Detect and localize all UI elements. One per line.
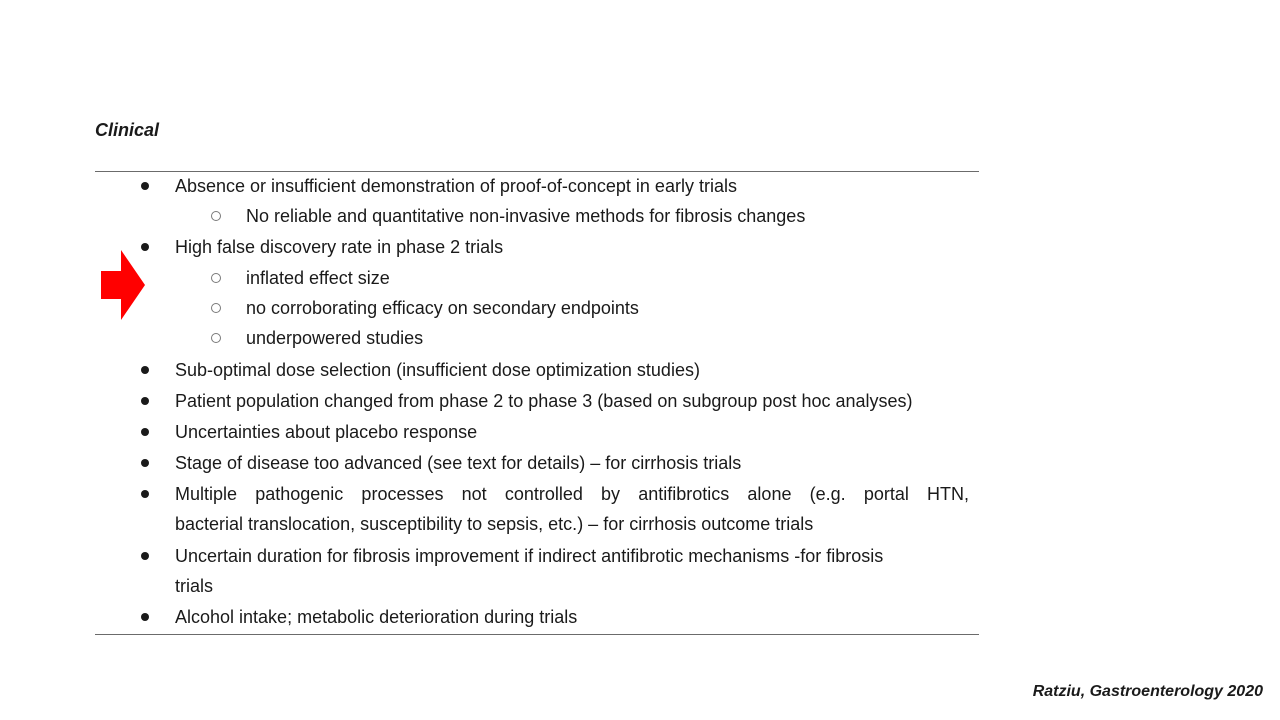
list-item-text: no corroborating efficacy on secondary endpoints: [246, 298, 639, 318]
list-item: [246, 263, 390, 293]
hollow-bullet-icon: [211, 263, 221, 293]
list-item-text-continued: bacterial translocation, susceptibility to sepsis, etc.) – for cirrhosis outcome trials: [175, 514, 814, 534]
list-item-text-continued: trials: [175, 576, 214, 596]
list-item-text: High false discovery rate in phase 2 trials: [175, 237, 504, 257]
bullet-icon: [141, 171, 150, 201]
right-arrow-icon: [101, 250, 145, 320]
section-title: Clinical: [95, 120, 160, 140]
list-item: [175, 541, 883, 601]
list-item: [175, 386, 913, 416]
hollow-bullet-icon: [211, 323, 221, 353]
bullet-icon: [141, 479, 150, 509]
list-item-text: Uncertain duration for fibrosis improvement if indirect antifibrotic mechanisms -for fibrosis: [175, 546, 884, 566]
list-item: [246, 293, 639, 323]
list-item-text: inflated effect size: [246, 268, 390, 288]
hollow-bullet-icon: [211, 201, 221, 231]
list-item-text: underpowered studies: [246, 328, 424, 348]
bottom-rule: [95, 634, 979, 635]
list-item: [175, 232, 503, 262]
hollow-bullet-icon: [211, 293, 221, 323]
list-item: [175, 171, 737, 201]
list-item: [175, 602, 577, 632]
bullet-icon: [141, 417, 150, 447]
list-item: [175, 479, 969, 539]
list-item: [175, 417, 477, 447]
bullet-icon: [141, 541, 150, 571]
list-item: [175, 448, 741, 478]
list-item-text: Multiple pathogenic processes not controlled by antifibrotics alone (e.g. portal HTN,: [175, 484, 969, 504]
list-item-text: Absence or insufficient demonstration of proof-of-concept in early trials: [175, 176, 737, 196]
list-item: [175, 355, 700, 385]
list-item-text: No reliable and quantitative non-invasive methods for fibrosis changes: [246, 206, 806, 226]
list-item: [246, 201, 805, 231]
bullet-icon: [141, 386, 150, 416]
list-item-text: Stage of disease too advanced (see text for details) – for cirrhosis trials: [175, 453, 742, 473]
bullet-icon: [141, 602, 150, 632]
list-item: [246, 323, 423, 353]
citation: Ratziu, Gastroenterology 2020: [1032, 683, 1263, 700]
list-item-text: Sub-optimal dose selection (insufficient dose optimization studies): [175, 360, 700, 380]
arrow-shape: [101, 250, 145, 320]
bullet-icon: [141, 355, 150, 385]
bullet-icon: [141, 448, 150, 478]
list-item-text: Patient population changed from phase 2 to phase 3 (based on subgroup post hoc analyses): [175, 391, 913, 411]
list-item-text: Alcohol intake; metabolic deterioration during trials: [175, 607, 578, 627]
list-item-text: Uncertainties about placebo response: [175, 422, 478, 442]
